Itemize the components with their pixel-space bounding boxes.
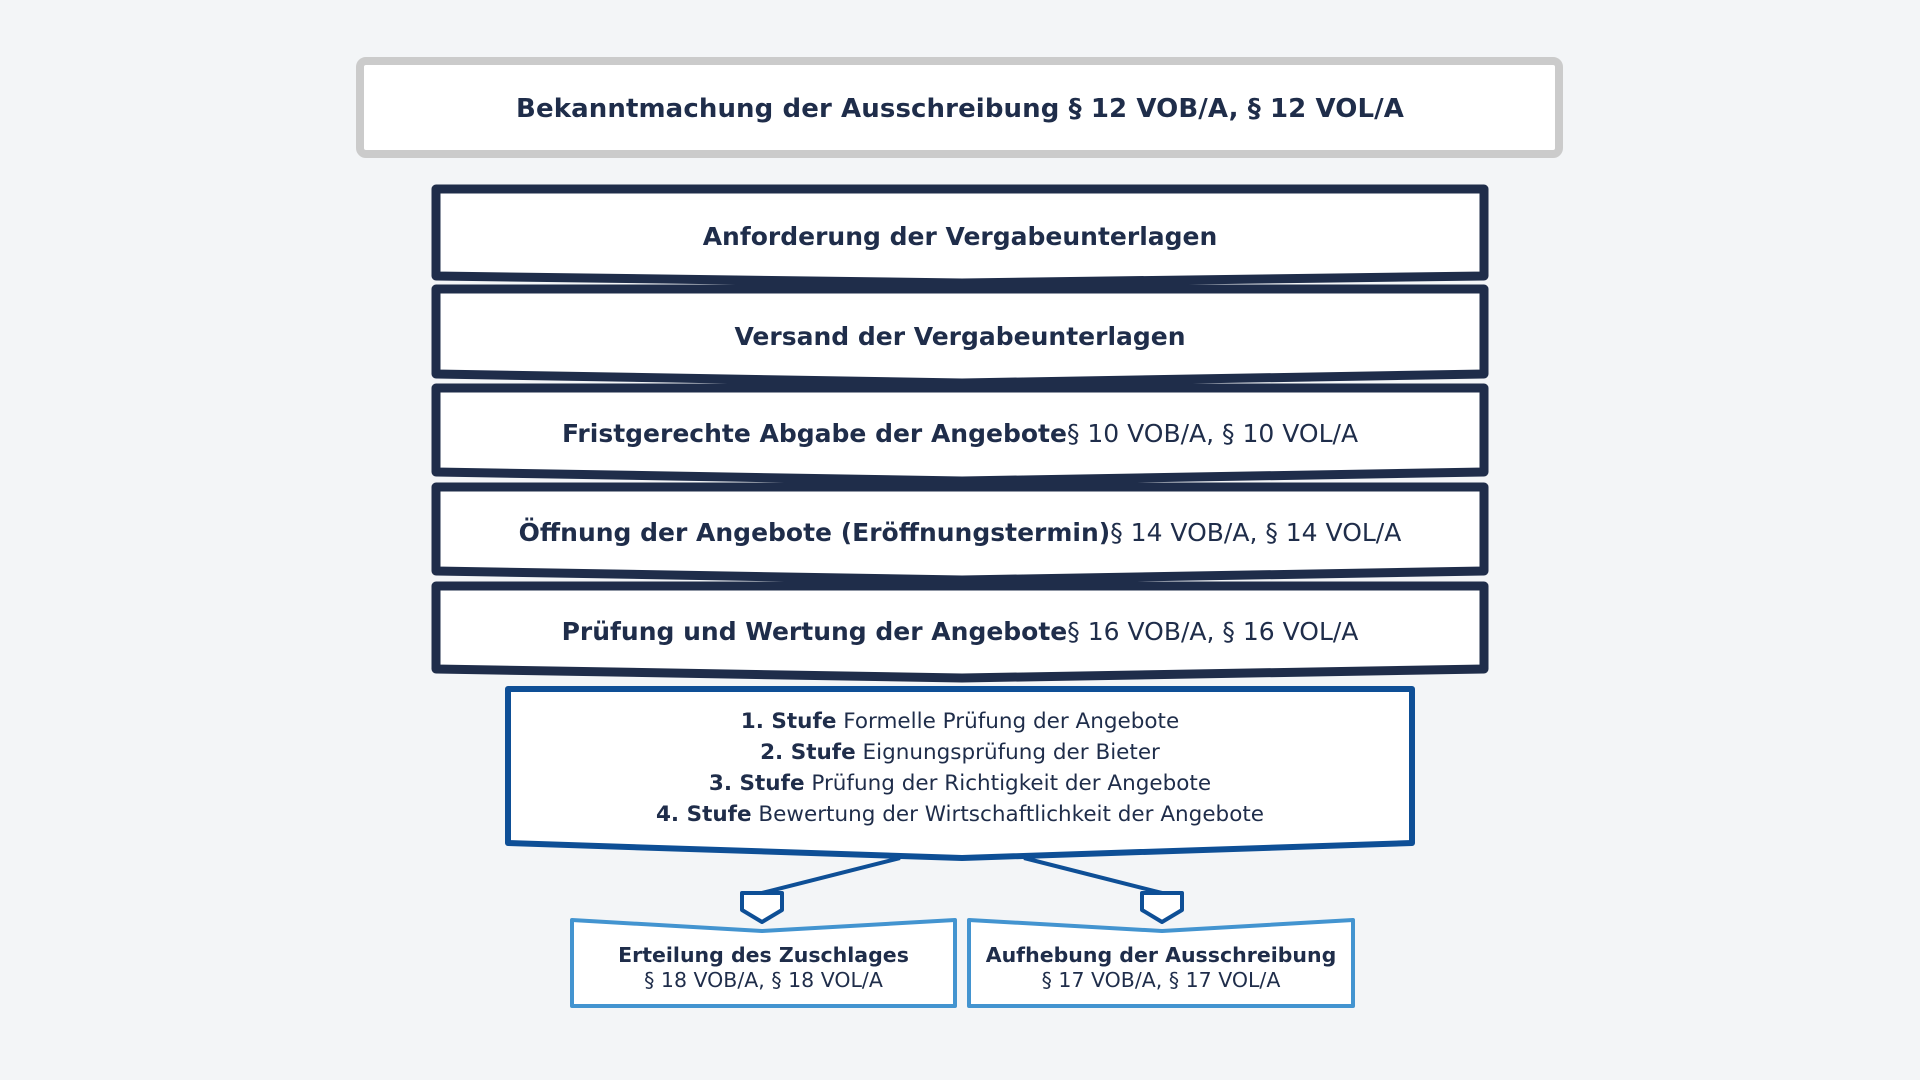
stufe-line-2 [0,737,1920,768]
stufe-1-label: 1. Stufe [740,709,837,734]
outcome-aufhebung [969,943,1353,993]
step-5-reference: § 16 VOB/A, § 16 VOL/A [1067,616,1359,646]
stufe-4-label: 4. Stufe [655,802,752,827]
step-label-4 [0,510,1920,554]
outcome-aufhebung-reference: § 17 VOB/A, § 17 VOL/A [1041,968,1281,992]
step-3-reference: § 10 VOB/A, § 10 VOL/A [1066,418,1359,448]
stufen-list [0,706,1920,830]
stufe-line-1 [0,706,1920,737]
step-5-title: Prüfung und Wertung der Angebote [561,616,1068,646]
connector-right [1024,858,1162,893]
outcome-zuschlag-reference: § 18 VOB/A, § 18 VOL/A [644,968,883,992]
arrow-right-icon [1142,893,1182,922]
step-label-3 [0,411,1920,455]
step-3-title: Fristgerechte Abgabe der Angebote [561,418,1067,448]
page-title: Bekanntmachung der Ausschreibung § 12 VOB/A, § 12 VOL/A [516,94,1404,124]
step-4-title: Öffnung der Angebote (Eröffnungstermin) [518,517,1111,547]
arrow-left-icon [742,893,782,922]
stufe-3-text: Prüfung der Richtigkeit der Angebote [804,771,1212,796]
step-label-1 [0,214,1920,258]
stufe-2-label: 2. Stufe [760,740,856,765]
step-label-5 [0,609,1920,653]
step-label-2 [0,314,1920,358]
stufe-1-text: Formelle Prüfung der Angebote [836,709,1180,734]
connector-left [762,858,900,893]
stufe-3-label: 3. Stufe [708,771,805,796]
stufe-4-text: Bewertung der Wirtschaftlichkeit der Angebote [751,802,1265,827]
stufe-2-text: Eignungsprüfung der Bieter [855,740,1160,765]
stufe-line-4 [0,799,1920,830]
step-2-title: Versand der Vergabeunterlagen [734,321,1186,351]
stufe-line-3 [0,768,1920,799]
step-1-title: Anforderung der Vergabeunterlagen [702,221,1218,251]
outcome-zuschlag-title: Erteilung des Zuschlages [618,943,909,967]
outcome-zuschlag [572,943,955,993]
step-4-reference: § 14 VOB/A, § 14 VOL/A [1110,517,1402,547]
outcome-aufhebung-title: Aufhebung der Ausschreibung [985,943,1337,967]
